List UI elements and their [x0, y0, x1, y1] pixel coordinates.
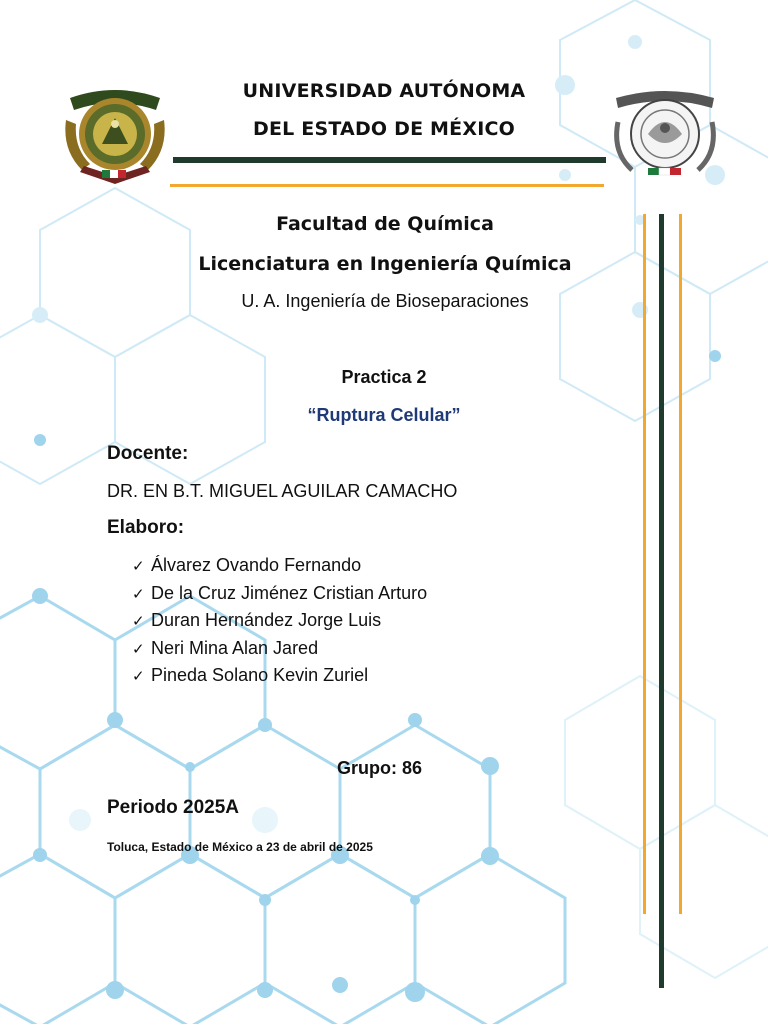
checkmark-icon: ✓ — [132, 667, 145, 685]
teacher-name: DR. EN B.T. MIGUEL AGUILAR CAMACHO — [107, 481, 458, 501]
faculty-name: Facultad de Química — [276, 213, 494, 235]
course-unit: U. A. Ingeniería de Bioseparaciones — [241, 291, 529, 311]
header-orange-rule — [170, 184, 604, 187]
author-name: Pineda Solano Kevin Zuriel — [151, 665, 369, 685]
checkmark-icon: ✓ — [132, 584, 145, 603]
vertical-orange-rule-right — [679, 214, 682, 914]
mexico-coat-of-arms-icon — [608, 82, 722, 184]
teacher-label: Docente: — [107, 443, 189, 464]
university-name-line2: DEL ESTADO DE MÉXICO — [253, 118, 515, 140]
checkmark-icon: ✓ — [132, 639, 145, 658]
university-name-line1: UNIVERSIDAD AUTÓNOMA — [242, 80, 526, 102]
practice-title: “Ruptura Celular” — [307, 405, 461, 425]
list-item — [132, 552, 427, 580]
group-number: Grupo: 86 — [337, 758, 423, 778]
author-name: Álvarez Ovando Fernando — [151, 555, 362, 575]
vertical-orange-rule-left — [643, 214, 646, 914]
checkmark-icon: ✓ — [132, 612, 145, 630]
author-name: Neri Mina Alan Jared — [151, 637, 319, 658]
author-name: De la Cruz Jiménez Cristian Arturo — [151, 582, 428, 603]
list-item — [132, 580, 427, 608]
authors-label: Elaboro: — [107, 517, 185, 538]
uaemex-seal-icon — [60, 80, 170, 188]
place-and-date: Toluca, Estado de México a 23 de abril de 2025 — [107, 840, 373, 854]
authors-list — [132, 552, 427, 690]
period: Periodo 2025A — [107, 797, 239, 818]
checkmark-icon: ✓ — [132, 557, 145, 575]
author-name: Duran Hernández Jorge Luis — [151, 610, 382, 630]
vertical-green-rule — [659, 214, 664, 988]
list-item — [132, 635, 427, 663]
header-green-rule — [173, 157, 606, 163]
practice-number: Practica 2 — [341, 367, 427, 387]
list-item — [132, 662, 427, 690]
list-item — [132, 607, 427, 635]
degree-name: Licenciatura en Ingeniería Química — [198, 253, 572, 275]
